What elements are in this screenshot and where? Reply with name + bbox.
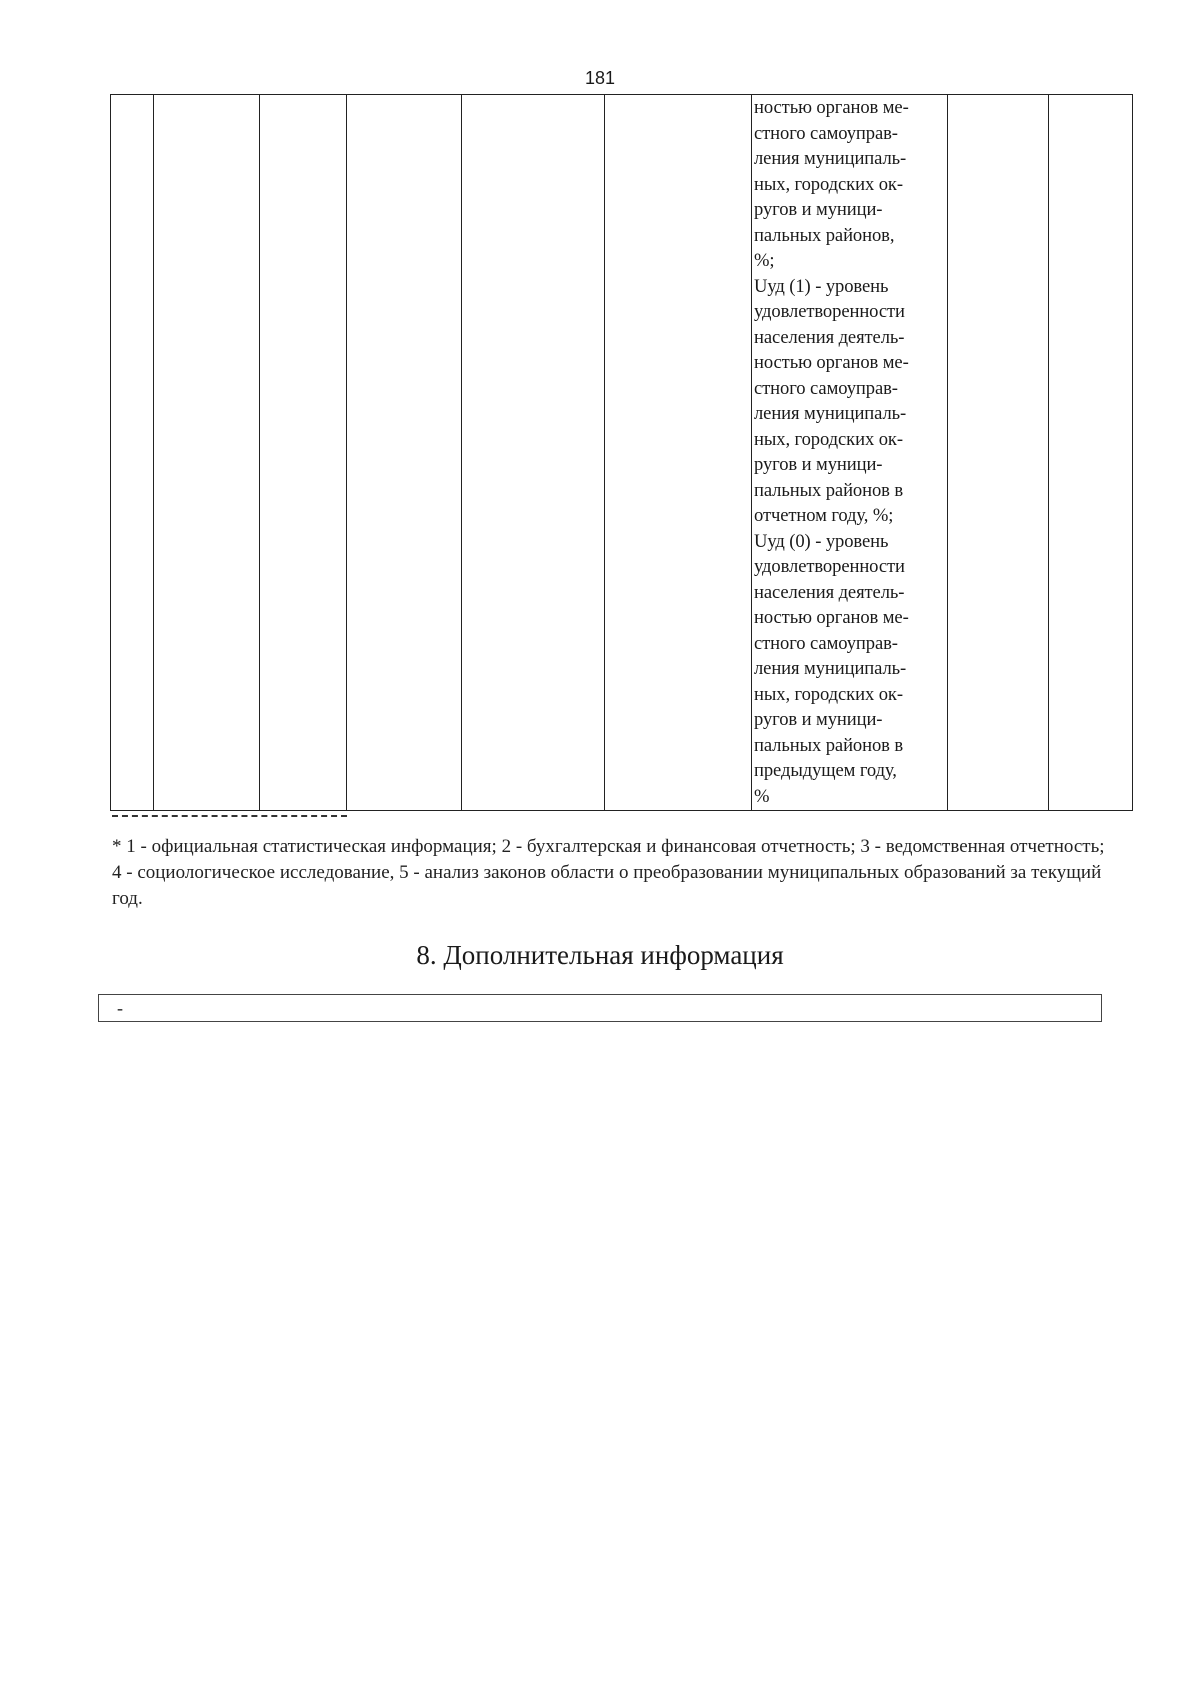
formula-line: ностью органов ме- <box>754 97 909 118</box>
additional-info-box <box>98 994 1102 1022</box>
table-row <box>111 95 1133 811</box>
formula-line: ругов и муници- <box>754 709 883 730</box>
formula-line: стного самоуправ- <box>754 122 898 144</box>
formula-line: пальных районов в <box>754 734 904 756</box>
formula-line: населения деятель- <box>754 581 905 603</box>
formula-description-cell <box>752 95 948 811</box>
formula-line: удовлетворенности <box>754 556 905 577</box>
formula-line: ных, городских ок- <box>754 428 903 450</box>
table-cell-4 <box>347 95 462 811</box>
table-cell-2 <box>154 95 260 811</box>
formula-line: стного самоуправ- <box>754 377 898 399</box>
indicator-table <box>110 94 1133 811</box>
formula-line: Uуд (1) - уровень <box>754 275 889 297</box>
footnote: * 1 - официальная статистическая информация; 2 - бухгалтерская и финансовая отчетность; 3 - ведомственная отчетность; 4 - социологическое исследование, 5 - анализ законов области о преобразовании муниципальных образований за текущий год. <box>112 836 1105 909</box>
table-cell-5 <box>462 95 605 811</box>
additional-info-value: - <box>117 998 123 1018</box>
formula-line: % <box>754 785 770 807</box>
formula-line: ругов и муници- <box>754 199 883 220</box>
formula-line: ных, городских ок- <box>754 173 903 195</box>
table-cell-1 <box>111 95 154 811</box>
table-cell-3 <box>260 95 347 811</box>
footnote-separator <box>112 815 347 817</box>
formula-line: %; <box>754 250 775 271</box>
table-cell-9 <box>1049 95 1133 811</box>
formula-line: ления муниципаль- <box>754 148 907 169</box>
formula-line: пальных районов в <box>754 479 904 501</box>
formula-line: стного самоуправ- <box>754 632 898 654</box>
formula-line: ругов и муници- <box>754 454 883 475</box>
formula-line: ления муниципаль- <box>754 403 907 424</box>
formula-line: Uуд (0) - уровень <box>754 530 889 552</box>
page-number: 181 <box>584 68 616 88</box>
formula-line: ностью органов ме- <box>754 607 909 628</box>
formula-line: населения деятель- <box>754 326 905 348</box>
formula-line: ных, городских ок- <box>754 683 903 705</box>
table-cell-6 <box>605 95 752 811</box>
section-heading: 8. Дополнительная информация <box>416 940 784 970</box>
formula-line: ностью органов ме- <box>754 352 909 373</box>
table-cell-8 <box>948 95 1049 811</box>
formula-line: удовлетворенности <box>754 301 905 322</box>
formula-line: предыдущем году, <box>754 760 897 781</box>
formula-line: ления муниципаль- <box>754 658 907 679</box>
formula-line: пальных районов, <box>754 224 895 246</box>
formula-line: отчетном году, %; <box>754 505 894 526</box>
